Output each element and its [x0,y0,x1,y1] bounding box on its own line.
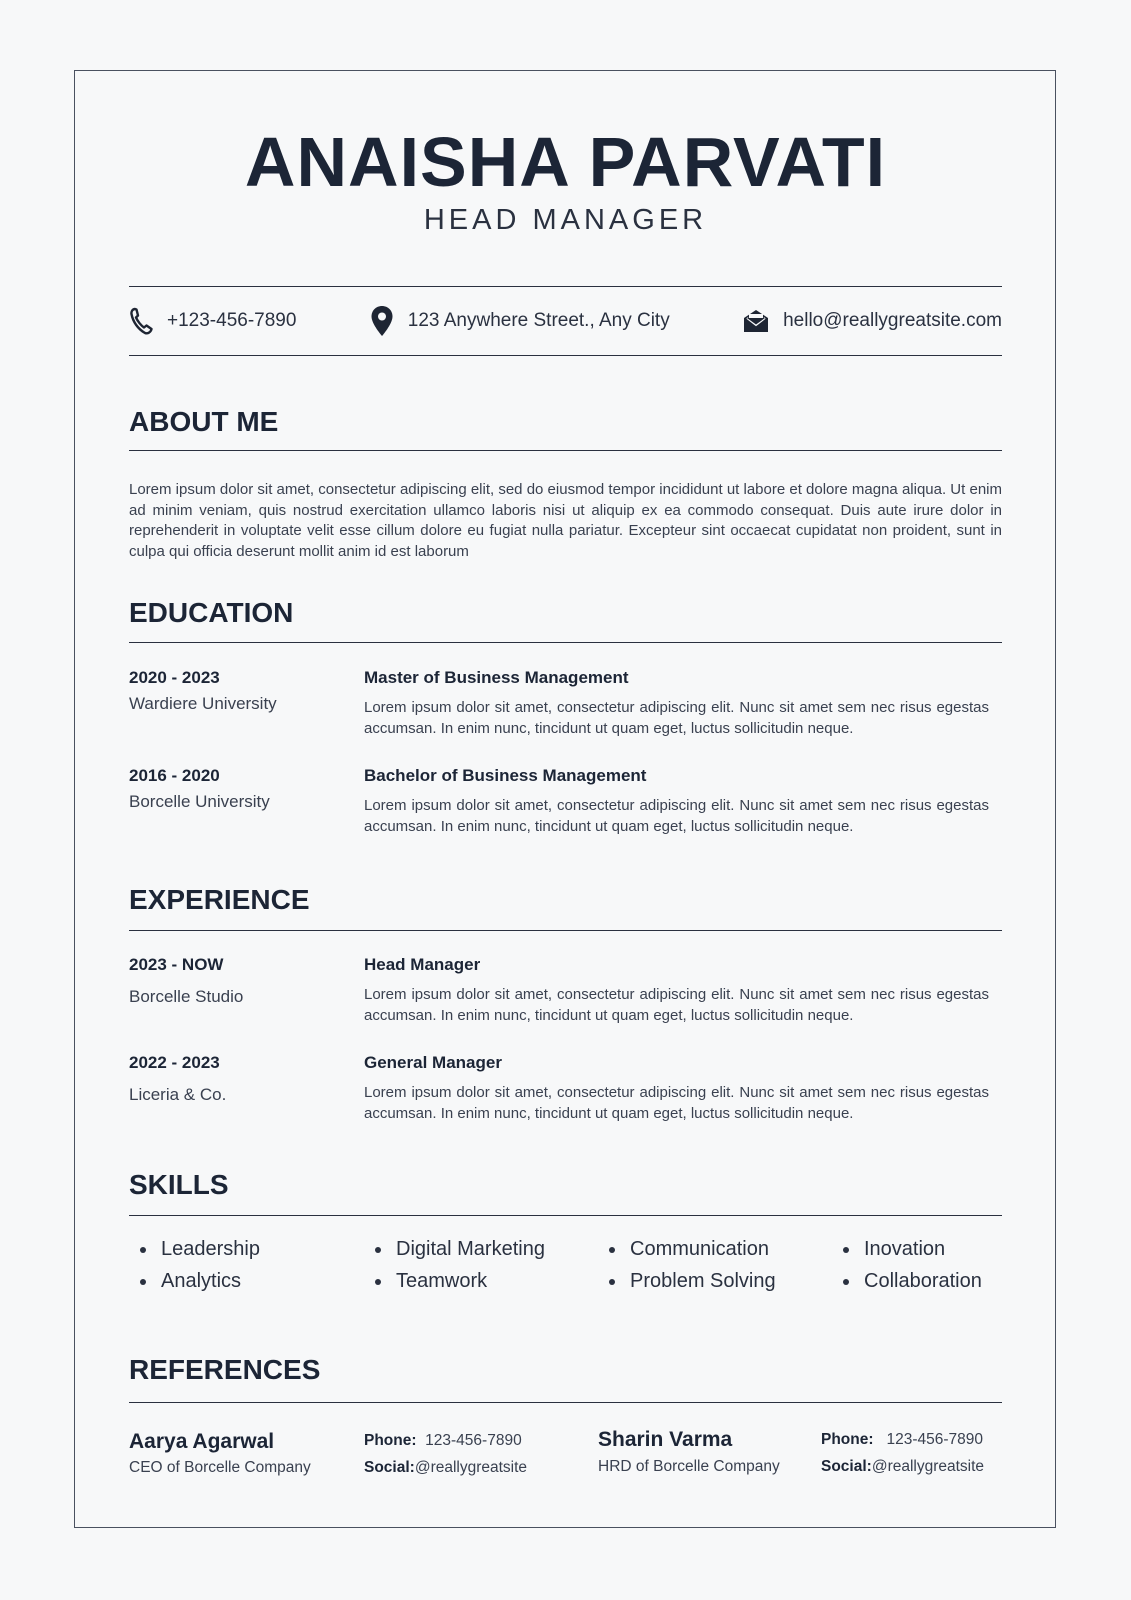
experience-position: General Manager [364,1053,502,1072]
reference-social: Social:@reallygreatsite [364,1459,528,1476]
education-description: Lorem ipsum dolor sit amet, consectetur adipiscing elit. Nunc sit amet sem nec risus egestas accumsan. In enim nunc, tincidunt ut quam eget, luctus sollicitudin neque. [364,797,989,835]
skill-item: Analytics [129,1268,241,1294]
divider [129,1215,1002,1216]
experience-company: Liceria & Co. [129,1085,227,1104]
resume-name: ANAISHA PARVATI [244,123,887,201]
experience-years: 2022 - 2023 [129,1053,220,1072]
section-heading-skills: SKILLS [129,1169,229,1200]
bullet-icon [609,1247,615,1253]
skill-item: Communication [598,1236,769,1262]
education-years: 2016 - 2020 [129,766,220,785]
resume-role: HEAD MANAGER [423,204,708,236]
section-heading-about: ABOUT ME [129,406,279,437]
divider [129,355,1002,356]
reference-name: Aarya Agarwal [129,1430,275,1453]
bullet-icon [140,1279,146,1285]
experience-years: 2023 - NOW [129,955,224,974]
divider [129,930,1002,931]
experience-description: Lorem ipsum dolor sit amet, consectetur adipiscing elit. Nunc sit amet sem nec risus egestas accumsan. In enim nunc, tincidunt ut quam eget, luctus sollicitudin neque. [364,1084,989,1122]
education-degree: Bachelor of Business Management [364,766,647,785]
contact-bar [129,300,1002,342]
bullet-icon [609,1279,615,1285]
address-text: 123 Anywhere Street., Any City [407,310,670,331]
reference-social: Social:@reallygreatsite [821,1458,985,1475]
bullet-icon [375,1279,381,1285]
bullet-icon [140,1247,146,1253]
education-years: 2020 - 2023 [129,668,220,687]
bullet-icon [843,1247,849,1253]
education-school: Borcelle University [129,792,270,811]
skill-item: Teamwork [364,1268,487,1294]
reference-phone: Phone: 123-456-7890 [364,1432,522,1449]
skills-list [129,1236,1002,1306]
bullet-icon [843,1279,849,1285]
skill-item: Problem Solving [598,1268,776,1294]
reference-position: HRD of Borcelle Company [598,1458,780,1475]
reference-position: CEO of Borcelle Company [129,1459,311,1476]
contact-address [370,305,670,337]
contact-email [743,309,1002,333]
divider [129,1402,1002,1403]
about-text: Lorem ipsum dolor sit amet, consectetur adipiscing elit, sed do eiusmod tempor incididunt ut labore et dolore magna aliqua. Ut enim ad minim veniam, quis nostrud exercitation ullamco laboris nisi ut aliquip ex ea commodo consequat. Duis aute irure dolor in reprehenderit in voluptate velit esse cillum dolore eu fugiat nulla pariatur. Excepteur sint occaecat cupidatat non proident, sunt in culpa qui officia deserunt mollit anim id est laborum [129,481,1002,560]
experience-description: Lorem ipsum dolor sit amet, consectetur adipiscing elit. Nunc sit amet sem nec risus egestas accumsan. In enim nunc, tincidunt ut quam eget, luctus sollicitudin neque. [364,986,989,1024]
experience-position: Head Manager [364,955,481,974]
divider [129,642,1002,643]
section-heading-references: REFERENCES [129,1354,321,1385]
skill-item: Inovation [832,1236,945,1262]
divider [129,450,1002,451]
divider [129,286,1002,287]
bullet-icon [375,1247,381,1253]
phone-icon [129,307,153,335]
section-heading-education: EDUCATION [129,597,294,628]
experience-company: Borcelle Studio [129,987,244,1006]
reference-name: Sharin Varma [598,1428,733,1451]
education-school: Wardiere University [129,694,277,713]
email-text[interactable]: hello@reallygreatsite.com [783,310,1002,331]
skill-item: Collaboration [832,1268,982,1294]
reference-phone: Phone: 123-456-7890 [821,1431,983,1448]
education-degree: Master of Business Management [364,668,629,687]
section-heading-experience: EXPERIENCE [129,884,310,915]
location-pin-icon [370,305,394,337]
skill-item: Leadership [129,1236,260,1262]
education-description: Lorem ipsum dolor sit amet, consectetur adipiscing elit. Nunc sit amet sem nec risus egestas accumsan. In enim nunc, tincidunt ut quam eget, luctus sollicitudin neque. [364,699,989,737]
phone-text[interactable]: +123-456-7890 [167,310,297,331]
envelope-icon [743,309,769,333]
skill-item: Digital Marketing [364,1236,545,1262]
contact-phone [129,307,296,335]
